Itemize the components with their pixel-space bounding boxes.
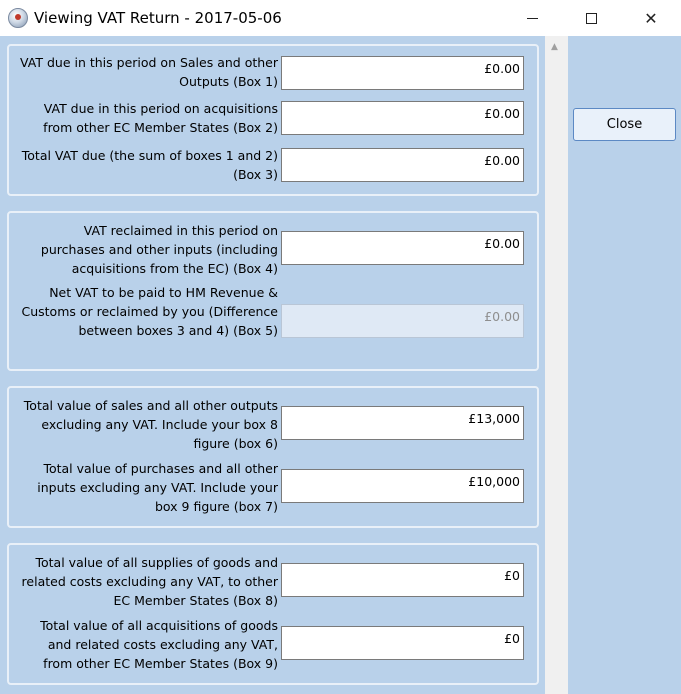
box5-label: Net VAT to be paid to HM Revenue & Customs or reclaimed by you (Difference between boxes 3 and 4) (Box 5) [21,285,278,338]
box3-field[interactable]: £0.00 [281,148,524,182]
vertical-scrollbar[interactable] [545,36,568,694]
scroll-up-arrow-icon[interactable]: ▲ [551,42,558,52]
box9-label: Total value of all acquisitions of goods and related costs excluding any VAT, from other EC Member States (Box 9) [40,618,278,671]
box6-field[interactable]: £13,000 [281,406,524,440]
vat-reclaimed-group [7,211,539,371]
box1-label: VAT due in this period on Sales and other Outputs (Box 1) [20,55,278,89]
app-globe-icon [8,8,28,28]
minimize-icon [527,18,538,19]
window-title: Viewing VAT Return - 2017-05-06 [34,9,282,27]
maximize-icon [586,13,597,24]
title-bar [0,0,681,36]
box1-field[interactable]: £0.00 [281,56,524,90]
box3-label: Total VAT due (the sum of boxes 1 and 2) (Box 3) [21,148,278,182]
box8-field[interactable]: £0 [281,563,524,597]
vat-due-group [7,44,539,196]
box7-field[interactable]: £10,000 [281,469,524,503]
box8-label: Total value of all supplies of goods and related costs excluding any VAT, to other EC Member States (Box 8) [21,555,278,608]
box4-field[interactable]: £0.00 [281,231,524,265]
box4-label: VAT reclaimed in this period on purchases and other inputs (including acquisitions from the EC) (Box 4) [40,223,278,276]
close-icon: ✕ [644,8,658,28]
window-close-button[interactable] [628,0,674,36]
maximize-button[interactable] [568,0,614,36]
close-button[interactable]: Close [573,108,676,141]
minimize-button[interactable] [509,0,555,36]
sales-purchases-group [7,386,539,528]
box2-label: VAT due in this period on acquisitions from other EC Member States (Box 2) [43,101,278,135]
box2-field[interactable]: £0.00 [281,101,524,135]
ec-trade-group [7,543,539,685]
box7-label: Total value of purchases and all other inputs excluding any VAT. Include your box 9 figure (box 7) [37,461,278,514]
box6-label: Total value of sales and all other outputs excluding any VAT. Include your box 8 figure (box 6) [23,398,278,451]
box9-field[interactable]: £0 [281,626,524,660]
box5-field: £0.00 [281,304,524,338]
